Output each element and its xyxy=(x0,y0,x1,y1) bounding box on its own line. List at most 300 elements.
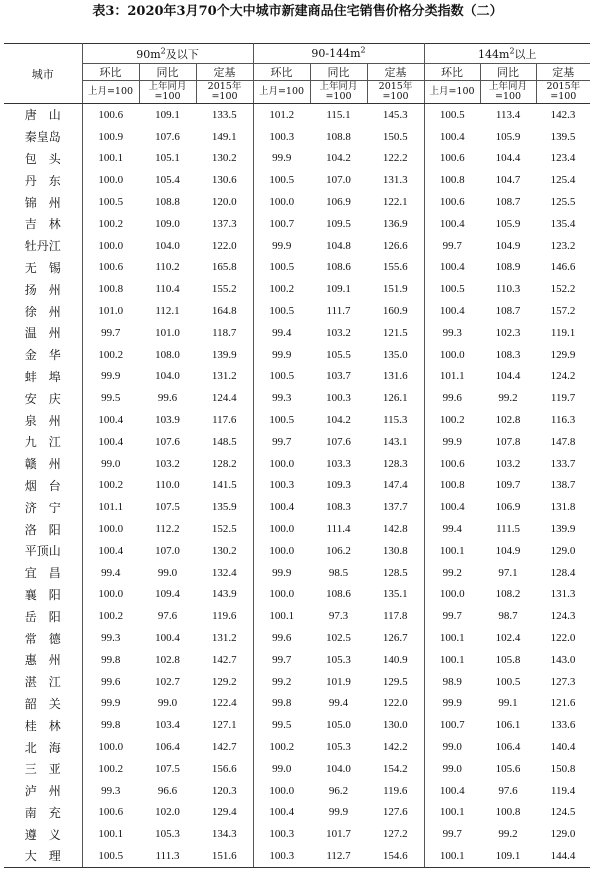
index-value: 97.3 xyxy=(328,610,349,623)
table-row xyxy=(4,475,590,497)
index-value: 99.6 xyxy=(101,675,121,688)
index-value: 147.4 xyxy=(367,475,424,497)
table-row xyxy=(4,736,590,758)
index-value: 143.1 xyxy=(367,431,424,453)
index-value: 122.4 xyxy=(196,693,253,715)
table-row xyxy=(4,453,590,475)
index-value: 100.4 xyxy=(98,544,124,557)
table-row xyxy=(4,191,590,213)
index-value: 102.8 xyxy=(155,653,180,666)
index-value: 123.4 xyxy=(550,152,576,165)
index-value: 99.4 xyxy=(272,326,292,339)
table-row xyxy=(4,649,590,671)
index-value: 123.2 xyxy=(550,239,576,252)
index-value: 99.2 xyxy=(498,828,518,841)
index-value: 125.5 xyxy=(550,196,576,209)
index-value: 142.2 xyxy=(367,736,424,758)
index-value: 100.1 xyxy=(98,828,124,841)
table-row xyxy=(4,584,590,606)
index-value: 97.6 xyxy=(157,610,178,623)
sub-header-yoy: 同比 xyxy=(310,64,367,81)
base-label-fixed: 2015年=100 xyxy=(196,81,253,104)
table-row xyxy=(4,496,590,518)
index-value: 100.2 xyxy=(269,741,295,753)
index-value: 134.3 xyxy=(196,823,253,845)
index-value: 137.3 xyxy=(196,213,253,235)
index-value: 130.2 xyxy=(196,148,253,170)
index-value: 100.8 xyxy=(98,283,124,296)
index-value: 109.7 xyxy=(495,479,521,492)
index-value: 99.9 xyxy=(101,697,121,710)
index-value: 165.8 xyxy=(196,257,253,279)
index-value: 100.6 xyxy=(98,806,124,819)
index-value: 106.9 xyxy=(326,196,351,209)
index-value: 99.9 xyxy=(272,566,292,579)
index-value: 100.0 xyxy=(98,523,124,536)
city-name: 唐 山 xyxy=(4,104,82,126)
index-value: 125.4 xyxy=(550,174,576,187)
table-row xyxy=(4,714,590,736)
table-row xyxy=(4,257,590,279)
index-value: 140.9 xyxy=(367,649,424,671)
table-row xyxy=(4,366,590,388)
index-value: 99.5 xyxy=(101,392,121,405)
index-value: 107.0 xyxy=(155,544,180,557)
city-name: 大 理 xyxy=(4,845,82,867)
index-value: 100.4 xyxy=(439,784,465,797)
index-value: 133.7 xyxy=(550,457,576,470)
base-label-yoy: 上年同月=100 xyxy=(310,81,367,104)
index-value: 144.4 xyxy=(536,845,590,867)
index-value: 108.2 xyxy=(495,588,521,601)
index-value: 108.3 xyxy=(326,501,351,514)
index-value: 105.9 xyxy=(495,130,521,143)
index-value: 110.3 xyxy=(495,283,521,296)
index-value: 122.0 xyxy=(196,235,253,257)
index-value: 107.6 xyxy=(155,435,180,448)
table-row xyxy=(4,758,590,780)
index-value: 100.0 xyxy=(269,544,295,557)
index-value: 110.4 xyxy=(155,283,180,296)
index-value: 122.1 xyxy=(367,191,424,213)
index-value: 135.0 xyxy=(367,344,424,366)
table-row xyxy=(4,823,590,845)
index-value: 141.5 xyxy=(196,475,253,497)
index-value: 99.0 xyxy=(442,762,462,775)
index-value: 136.9 xyxy=(367,213,424,235)
index-value: 104.9 xyxy=(495,544,521,557)
city-name: 北 海 xyxy=(4,736,82,758)
table-row xyxy=(4,148,590,170)
index-value: 100.7 xyxy=(269,217,295,230)
index-value: 97.1 xyxy=(498,566,518,579)
index-value: 151.9 xyxy=(367,278,424,300)
index-value: 138.7 xyxy=(550,479,576,492)
index-value: 155.6 xyxy=(367,257,424,279)
index-value: 99.7 xyxy=(442,828,462,841)
index-value: 100.0 xyxy=(439,588,465,601)
index-value: 128.5 xyxy=(367,562,424,584)
index-value: 127.1 xyxy=(196,714,253,736)
index-value: 99.5 xyxy=(272,719,292,732)
city-name: 遵 义 xyxy=(4,823,82,845)
index-value: 100.6 xyxy=(439,196,465,209)
city-name: 湛 江 xyxy=(4,671,82,693)
base-label-mom: 上月=100 xyxy=(253,81,310,104)
index-value: 127.6 xyxy=(367,802,424,824)
index-value: 111.4 xyxy=(326,523,351,536)
index-value: 98.9 xyxy=(442,675,462,688)
index-value: 100.2 xyxy=(98,479,124,492)
index-value: 108.9 xyxy=(495,261,521,274)
index-value: 140.4 xyxy=(550,741,576,753)
index-value: 99.8 xyxy=(272,697,292,710)
index-value: 101.7 xyxy=(326,828,351,841)
table-row xyxy=(4,627,590,649)
index-value: 110.2 xyxy=(155,261,180,274)
index-value: 100.2 xyxy=(269,283,295,296)
city-name: 徐 州 xyxy=(4,300,82,322)
city-name: 锦 州 xyxy=(4,191,82,213)
index-value: 122.0 xyxy=(367,693,424,715)
index-value: 100.1 xyxy=(269,610,295,623)
index-value: 99.6 xyxy=(157,392,178,405)
index-value: 100.5 xyxy=(269,370,295,383)
index-value: 107.0 xyxy=(326,174,351,187)
index-value: 99.0 xyxy=(272,762,292,775)
index-value: 101.0 xyxy=(98,305,124,318)
index-value: 145.3 xyxy=(367,104,424,126)
index-value: 105.1 xyxy=(155,152,180,165)
index-value: 108.7 xyxy=(495,196,521,209)
index-value: 135.1 xyxy=(367,584,424,606)
index-value: 150.8 xyxy=(550,762,576,775)
index-value: 154.6 xyxy=(367,845,424,867)
index-value: 107.8 xyxy=(495,435,521,448)
index-value: 101.0 xyxy=(155,326,180,339)
index-value: 99.7 xyxy=(101,326,121,339)
index-value: 107.5 xyxy=(155,501,180,514)
index-value: 128.3 xyxy=(367,453,424,475)
index-value: 99.9 xyxy=(442,435,462,448)
index-value: 100.6 xyxy=(98,261,124,274)
index-value: 99.0 xyxy=(157,566,178,579)
index-value: 97.6 xyxy=(498,784,518,797)
index-value: 105.3 xyxy=(155,828,180,841)
index-value: 133.5 xyxy=(196,104,253,126)
index-value: 139.9 xyxy=(196,344,253,366)
base-label-mom: 上月=100 xyxy=(82,81,139,104)
index-value: 100.4 xyxy=(439,305,465,318)
city-name: 包 头 xyxy=(4,148,82,170)
index-value: 109.3 xyxy=(326,479,351,492)
city-name: 济 宁 xyxy=(4,496,82,518)
city-name: 扬 州 xyxy=(4,278,82,300)
index-value: 100.1 xyxy=(439,544,465,557)
index-value: 130.8 xyxy=(367,540,424,562)
index-value: 100.3 xyxy=(269,130,295,143)
index-value: 100.4 xyxy=(439,501,465,514)
index-value: 104.0 xyxy=(155,370,180,383)
index-value: 131.3 xyxy=(550,588,576,601)
index-value: 101.1 xyxy=(98,501,124,514)
table-row xyxy=(4,322,590,344)
index-value: 109.1 xyxy=(326,283,351,296)
sub-header-yoy: 同比 xyxy=(480,64,536,81)
index-value: 100.6 xyxy=(439,457,465,470)
base-label-mom: 上月=100 xyxy=(424,81,480,104)
index-value: 117.8 xyxy=(367,605,424,627)
index-value: 109.0 xyxy=(155,217,180,230)
index-value: 100.9 xyxy=(98,130,124,143)
index-value: 100.4 xyxy=(439,130,465,143)
index-value: 100.5 xyxy=(269,174,295,187)
index-value: 119.4 xyxy=(550,784,576,797)
index-value: 112.2 xyxy=(155,523,180,536)
index-value: 117.6 xyxy=(196,409,253,431)
index-value: 111.3 xyxy=(139,845,196,867)
index-value: 142.7 xyxy=(196,649,253,671)
index-value: 156.6 xyxy=(196,758,253,780)
index-value: 102.7 xyxy=(155,675,180,688)
index-value: 105.4 xyxy=(155,174,180,187)
city-name: 惠 州 xyxy=(4,649,82,671)
index-value: 99.9 xyxy=(101,370,121,383)
city-name: 吉 林 xyxy=(4,213,82,235)
index-value: 99.7 xyxy=(272,435,292,448)
index-value: 108.8 xyxy=(155,196,180,209)
index-value: 100.4 xyxy=(98,414,124,427)
index-value: 121.6 xyxy=(550,697,576,710)
index-value: 147.8 xyxy=(550,435,576,448)
index-value: 108.6 xyxy=(326,588,351,601)
index-value: 106.2 xyxy=(326,544,351,557)
index-value: 127.3 xyxy=(550,675,576,688)
city-name: 岳 阳 xyxy=(4,605,82,627)
index-value: 99.4 xyxy=(101,566,121,579)
index-value: 143.0 xyxy=(550,653,576,666)
city-name: 三 亚 xyxy=(4,758,82,780)
base-label-yoy: 上年同月=100 xyxy=(139,81,196,104)
table-row xyxy=(4,605,590,627)
index-value: 99.0 xyxy=(442,741,462,753)
table-row xyxy=(4,104,590,126)
index-value: 104.9 xyxy=(495,239,521,252)
index-value: 135.4 xyxy=(550,217,576,230)
index-value: 105.6 xyxy=(495,762,521,775)
index-value: 99.9 xyxy=(272,152,292,165)
index-value: 124.3 xyxy=(550,610,576,623)
index-value: 100.3 xyxy=(253,845,310,867)
index-value: 129.2 xyxy=(196,671,253,693)
sub-header-fixed-base: 定基 xyxy=(367,64,424,81)
index-value: 120.0 xyxy=(196,191,253,213)
index-value: 119.6 xyxy=(367,780,424,802)
index-value: 99.2 xyxy=(272,675,292,688)
table-row xyxy=(4,300,590,322)
index-value: 109.1 xyxy=(155,108,180,121)
table-row xyxy=(4,693,590,715)
index-value: 103.2 xyxy=(326,326,351,339)
index-value: 143.9 xyxy=(196,584,253,606)
index-value: 149.1 xyxy=(196,126,253,148)
index-value: 105.0 xyxy=(326,719,351,732)
index-value: 119.7 xyxy=(550,392,576,405)
index-value: 100.1 xyxy=(424,845,480,867)
city-name: 南 充 xyxy=(4,802,82,824)
index-value: 135.9 xyxy=(196,496,253,518)
base-label-fixed: 2015年=100 xyxy=(536,81,590,104)
index-value: 130.2 xyxy=(196,540,253,562)
index-value: 105.8 xyxy=(495,653,521,666)
index-value: 120.3 xyxy=(196,780,253,802)
table-row xyxy=(4,409,590,431)
index-value: 100.5 xyxy=(98,196,124,209)
index-value: 111.7 xyxy=(326,305,351,318)
index-value: 126.1 xyxy=(367,387,424,409)
city-name: 无 锡 xyxy=(4,257,82,279)
index-value: 99.0 xyxy=(101,457,121,470)
index-value: 128.4 xyxy=(550,566,576,579)
table-row xyxy=(4,235,590,257)
index-value: 122.2 xyxy=(367,148,424,170)
index-value: 100.8 xyxy=(495,806,521,819)
city-name: 平顶山 xyxy=(4,540,82,562)
index-value: 111.5 xyxy=(496,523,520,536)
table-row xyxy=(4,540,590,562)
index-value: 104.0 xyxy=(155,239,180,252)
table-body xyxy=(4,104,590,868)
index-value: 99.3 xyxy=(272,392,292,405)
index-value: 99.3 xyxy=(101,632,121,645)
index-value: 108.6 xyxy=(326,261,351,274)
index-value: 105.3 xyxy=(326,741,351,753)
index-value: 99.6 xyxy=(272,632,292,645)
index-value: 100.1 xyxy=(439,653,465,666)
index-value: 121.5 xyxy=(367,322,424,344)
index-value: 100.5 xyxy=(82,845,139,867)
index-value: 99.7 xyxy=(272,653,292,666)
index-value: 99.4 xyxy=(328,697,349,710)
index-value: 104.8 xyxy=(326,239,351,252)
index-value: 99.1 xyxy=(498,697,518,710)
index-value: 99.7 xyxy=(442,610,462,623)
index-value: 142.7 xyxy=(196,736,253,758)
index-value: 150.5 xyxy=(367,126,424,148)
index-value: 109.1 xyxy=(480,845,536,867)
index-value: 142.8 xyxy=(367,518,424,540)
index-value: 104.4 xyxy=(495,152,521,165)
index-value: 154.2 xyxy=(367,758,424,780)
index-value: 98.7 xyxy=(498,610,518,623)
city-name: 烟 台 xyxy=(4,475,82,497)
index-value: 131.3 xyxy=(367,169,424,191)
index-value: 100.5 xyxy=(439,283,465,296)
index-value: 119.1 xyxy=(550,326,576,339)
index-value: 98.5 xyxy=(328,566,349,579)
table-row xyxy=(4,278,590,300)
index-value: 107.5 xyxy=(155,762,180,775)
index-value: 100.5 xyxy=(269,414,295,427)
sub-header-mom: 环比 xyxy=(424,64,480,81)
index-value: 100.5 xyxy=(439,108,465,121)
city-name: 洛 阳 xyxy=(4,518,82,540)
index-value: 112.1 xyxy=(155,305,180,318)
sub-header-fixed-base: 定基 xyxy=(536,64,590,81)
index-value: 99.9 xyxy=(272,239,292,252)
index-value: 129.0 xyxy=(550,828,576,841)
index-value: 105.9 xyxy=(495,217,521,230)
index-value: 100.5 xyxy=(269,261,295,274)
index-value: 124.4 xyxy=(196,387,253,409)
index-value: 129.9 xyxy=(550,348,576,361)
index-value: 100.5 xyxy=(269,305,295,318)
index-value: 139.5 xyxy=(550,130,576,143)
index-value: 102.5 xyxy=(326,632,351,645)
group-header-small: $90m^2$及以下 xyxy=(82,44,253,64)
index-value: 112.7 xyxy=(310,845,367,867)
index-value: 103.4 xyxy=(155,719,180,732)
index-value: 103.2 xyxy=(495,457,521,470)
table-row xyxy=(4,431,590,453)
index-value: 100.0 xyxy=(269,196,295,209)
index-value: 116.3 xyxy=(550,414,576,427)
index-value: 105.3 xyxy=(326,653,351,666)
index-value: 103.9 xyxy=(155,414,180,427)
index-value: 109.4 xyxy=(155,588,180,601)
index-value: 100.6 xyxy=(98,108,124,121)
city-name: 泉 州 xyxy=(4,409,82,431)
index-value: 108.7 xyxy=(495,305,521,318)
index-value: 157.2 xyxy=(550,305,576,318)
index-value: 106.4 xyxy=(495,741,521,753)
base-label-fixed: 2015年=100 xyxy=(367,81,424,104)
index-value: 99.6 xyxy=(442,392,462,405)
table-row xyxy=(4,213,590,235)
index-value: 100.8 xyxy=(439,479,465,492)
index-value: 99.4 xyxy=(442,523,462,536)
table-row xyxy=(4,344,590,366)
index-value: 100.2 xyxy=(98,762,124,775)
city-name: 常 德 xyxy=(4,627,82,649)
index-value: 100.1 xyxy=(98,152,124,165)
index-value: 100.2 xyxy=(439,414,465,427)
city-name: 金 华 xyxy=(4,344,82,366)
index-value: 107.6 xyxy=(326,435,351,448)
table-row xyxy=(4,562,590,584)
index-value: 108.8 xyxy=(326,130,351,143)
index-value: 100.0 xyxy=(98,588,124,601)
index-value: 119.6 xyxy=(196,605,253,627)
index-value: 129.0 xyxy=(550,544,576,557)
index-value: 106.4 xyxy=(155,741,180,753)
city-name: 安 庆 xyxy=(4,387,82,409)
index-value: 106.1 xyxy=(495,719,521,732)
index-value: 127.2 xyxy=(367,823,424,845)
index-value: 124.2 xyxy=(550,370,576,383)
index-value: 133.6 xyxy=(550,719,576,732)
index-value: 101.1 xyxy=(439,370,465,383)
index-value: 115.3 xyxy=(367,409,424,431)
index-value: 99.3 xyxy=(442,326,462,339)
city-name: 九 江 xyxy=(4,431,82,453)
index-value: 100.4 xyxy=(269,501,295,514)
index-value: 102.4 xyxy=(495,632,521,645)
index-value: 100.4 xyxy=(439,217,465,230)
city-name: 泸 州 xyxy=(4,780,82,802)
index-value: 122.0 xyxy=(550,632,576,645)
index-value: 132.4 xyxy=(196,562,253,584)
